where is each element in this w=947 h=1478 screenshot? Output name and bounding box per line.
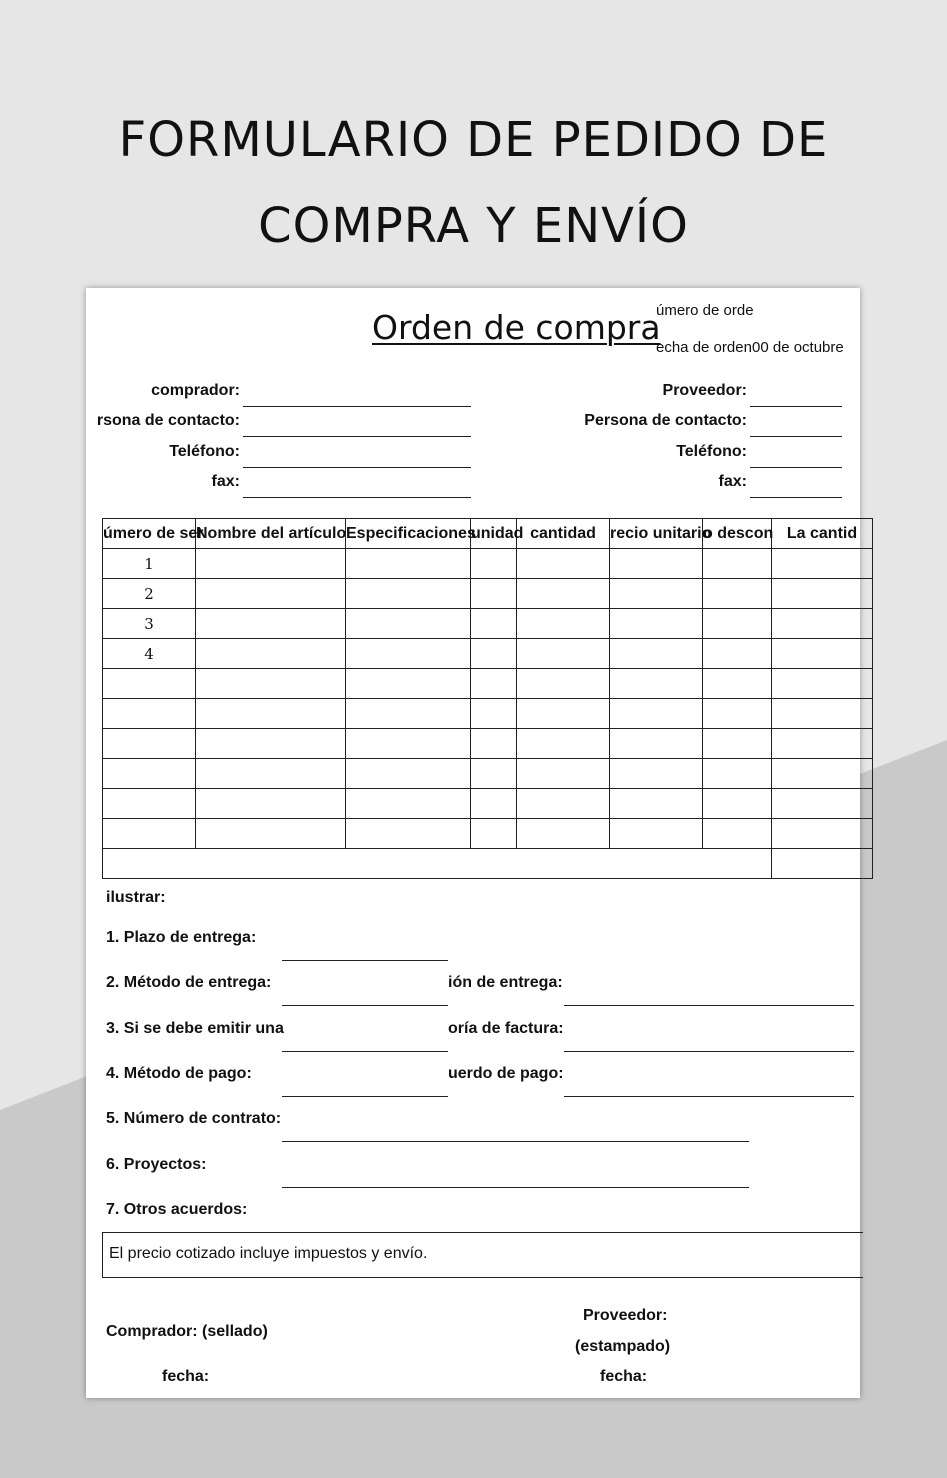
table-cell[interactable] — [471, 729, 517, 759]
supplier-date-label: fecha: — [600, 1368, 648, 1385]
row-number-cell — [103, 729, 196, 759]
row-number-cell — [103, 759, 196, 789]
table-cell[interactable] — [772, 699, 873, 729]
table-cell[interactable] — [703, 549, 772, 579]
table-cell[interactable] — [196, 699, 346, 729]
purchase-order-sheet — [86, 288, 860, 1398]
table-cell[interactable] — [346, 699, 471, 729]
term-delivery-location-label: ión de entrega: — [448, 974, 563, 991]
column-header: cantidad — [517, 519, 610, 549]
table-cell[interactable] — [196, 639, 346, 669]
term-invoice-category-label: oría de factura: — [448, 1020, 564, 1037]
term-payment-method-label: 4. Método de pago: — [106, 1065, 252, 1082]
buyer-name-label: comprador: — [151, 382, 240, 399]
column-header: recio unitario — [610, 519, 703, 549]
table-row — [103, 639, 873, 669]
buyer-phone-label: Teléfono: — [169, 443, 240, 460]
order-date-label: echa de orden — [656, 339, 752, 356]
table-cell[interactable] — [471, 699, 517, 729]
column-header: o descon — [703, 519, 772, 549]
table-row — [103, 699, 873, 729]
supplier-phone-field[interactable] — [750, 467, 842, 468]
row-number-cell: 1 — [103, 549, 196, 579]
table-cell[interactable] — [346, 669, 471, 699]
page-title-line2: COMPRA Y ENVÍO — [258, 198, 689, 254]
supplier-phone-label: Teléfono: — [676, 443, 747, 460]
table-cell[interactable] — [610, 549, 703, 579]
table-cell[interactable] — [772, 549, 873, 579]
contract-number-field[interactable] — [282, 1141, 749, 1142]
table-row — [103, 729, 873, 759]
table-cell[interactable] — [610, 699, 703, 729]
table-cell[interactable] — [471, 789, 517, 819]
supplier-name-label: Proveedor: — [662, 382, 747, 399]
table-cell[interactable] — [517, 729, 610, 759]
payment-method-field[interactable] — [282, 1096, 448, 1097]
buyer-fax-label: fax: — [211, 473, 240, 490]
document-title: Orden de compra — [372, 308, 661, 347]
buyer-phone-field[interactable] — [243, 467, 471, 468]
table-cell[interactable] — [772, 789, 873, 819]
table-total-row — [103, 849, 873, 879]
table-cell[interactable] — [196, 729, 346, 759]
table-cell[interactable] — [610, 639, 703, 669]
table-cell[interactable] — [703, 789, 772, 819]
table-cell[interactable] — [517, 579, 610, 609]
table-cell[interactable] — [517, 819, 610, 849]
order-number-label: úmero de orde — [656, 302, 754, 319]
column-header: La cantid — [772, 519, 873, 549]
table-cell[interactable] — [703, 609, 772, 639]
delivery-time-field[interactable] — [282, 960, 448, 961]
term-invoice-label: 3. Si se debe emitir una — [106, 1020, 284, 1037]
table-cell[interactable] — [471, 669, 517, 699]
term-other-agreements-label: 7. Otros acuerdos: — [106, 1201, 248, 1218]
table-cell[interactable] — [772, 579, 873, 609]
table-cell[interactable] — [703, 579, 772, 609]
agreements-note: El precio cotizado incluye impuestos y envío. — [109, 1245, 428, 1262]
term-contract-number-label: 5. Número de contrato: — [106, 1110, 282, 1127]
table-cell[interactable] — [703, 729, 772, 759]
total-label-cell — [103, 849, 772, 879]
table-cell[interactable] — [772, 819, 873, 849]
supplier-contact-field[interactable] — [750, 436, 842, 437]
table-cell[interactable] — [610, 609, 703, 639]
table-cell[interactable] — [772, 759, 873, 789]
term-delivery-time-label: 1. Plazo de entrega: — [106, 929, 257, 946]
table-cell[interactable] — [346, 819, 471, 849]
invoice-category-field[interactable] — [564, 1051, 854, 1052]
table-cell[interactable] — [346, 759, 471, 789]
agreements-box[interactable] — [102, 1232, 863, 1278]
table-row — [103, 669, 873, 699]
table-cell[interactable] — [471, 609, 517, 639]
table-header-row — [103, 519, 873, 549]
table-cell[interactable] — [346, 609, 471, 639]
table-cell[interactable] — [610, 729, 703, 759]
table-cell[interactable] — [703, 699, 772, 729]
table-cell[interactable] — [517, 789, 610, 819]
delivery-method-field[interactable] — [282, 1005, 448, 1006]
table-cell[interactable] — [610, 669, 703, 699]
table-cell[interactable] — [610, 819, 703, 849]
table-cell[interactable] — [196, 759, 346, 789]
term-projects-label: 6. Proyectos: — [106, 1156, 207, 1173]
table-cell[interactable] — [772, 639, 873, 669]
row-number-cell — [103, 819, 196, 849]
table-cell[interactable] — [471, 639, 517, 669]
total-amount-cell[interactable] — [772, 849, 873, 879]
supplier-name-field[interactable] — [750, 406, 842, 407]
table-cell[interactable] — [703, 639, 772, 669]
buyer-contact-label: rsona de contacto: — [96, 412, 240, 429]
term-payment-agreement-label: uerdo de pago: — [448, 1065, 564, 1082]
table-cell[interactable] — [346, 729, 471, 759]
column-header: úmero de ser — [103, 519, 196, 549]
table-cell[interactable] — [517, 639, 610, 669]
buyer-date-label: fecha: — [162, 1368, 210, 1385]
projects-field[interactable] — [282, 1187, 749, 1188]
page-title-line1: FORMULARIO DE PEDIDO DE — [118, 112, 829, 168]
table-cell[interactable] — [610, 789, 703, 819]
supplier-fax-label: fax: — [718, 473, 747, 490]
table-row — [103, 579, 873, 609]
table-cell[interactable] — [610, 759, 703, 789]
row-number-cell — [103, 699, 196, 729]
table-cell[interactable] — [772, 669, 873, 699]
table-cell[interactable] — [196, 549, 346, 579]
buyer-signature-label: Comprador: (sellado) — [106, 1323, 268, 1340]
delivery-location-field[interactable] — [564, 1005, 854, 1006]
table-cell[interactable] — [346, 789, 471, 819]
buyer-fax-field[interactable] — [243, 497, 471, 498]
table-cell[interactable] — [517, 549, 610, 579]
table-cell[interactable] — [346, 639, 471, 669]
column-header: unidad — [471, 519, 517, 549]
table-cell[interactable] — [517, 609, 610, 639]
row-number-cell — [103, 669, 196, 699]
table-row — [103, 609, 873, 639]
payment-agreement-field[interactable] — [564, 1096, 854, 1097]
column-header: Nombre del artículo — [196, 519, 346, 549]
supplier-fax-field[interactable] — [750, 497, 842, 498]
table-row — [103, 549, 873, 579]
table-cell[interactable] — [196, 669, 346, 699]
table-cell[interactable] — [471, 549, 517, 579]
term-delivery-method-label: 2. Método de entrega: — [106, 974, 272, 991]
table-cell[interactable] — [346, 579, 471, 609]
terms-heading: ilustrar: — [106, 889, 166, 906]
table-row — [103, 819, 873, 849]
table-cell[interactable] — [346, 549, 471, 579]
table-cell[interactable] — [517, 759, 610, 789]
table-cell[interactable] — [772, 609, 873, 639]
buyer-contact-field[interactable] — [243, 436, 471, 437]
table-cell[interactable] — [703, 759, 772, 789]
table-row — [103, 759, 873, 789]
buyer-name-field[interactable] — [243, 406, 471, 407]
table-row — [103, 789, 873, 819]
table-cell[interactable] — [703, 669, 772, 699]
column-header: Especificaciones — [346, 519, 471, 549]
table-cell[interactable] — [471, 759, 517, 789]
supplier-contact-label: Persona de contacto: — [584, 412, 747, 429]
row-number-cell: 2 — [103, 579, 196, 609]
table-cell[interactable] — [196, 819, 346, 849]
row-number-cell: 4 — [103, 639, 196, 669]
items-table — [102, 518, 873, 879]
table-cell[interactable] — [610, 579, 703, 609]
table-cell[interactable] — [517, 669, 610, 699]
table-cell[interactable] — [471, 819, 517, 849]
table-cell[interactable] — [471, 579, 517, 609]
table-cell[interactable] — [196, 579, 346, 609]
table-cell[interactable] — [517, 699, 610, 729]
table-cell[interactable] — [196, 609, 346, 639]
invoice-field[interactable] — [282, 1051, 448, 1052]
table-cell[interactable] — [703, 819, 772, 849]
row-number-cell — [103, 789, 196, 819]
supplier-stamp-label: (estampado) — [575, 1338, 671, 1355]
order-date-value: 00 de octubre — [752, 339, 844, 356]
row-number-cell: 3 — [103, 609, 196, 639]
table-cell[interactable] — [196, 789, 346, 819]
table-cell[interactable] — [772, 729, 873, 759]
supplier-signature-label: Proveedor: — [583, 1307, 668, 1324]
